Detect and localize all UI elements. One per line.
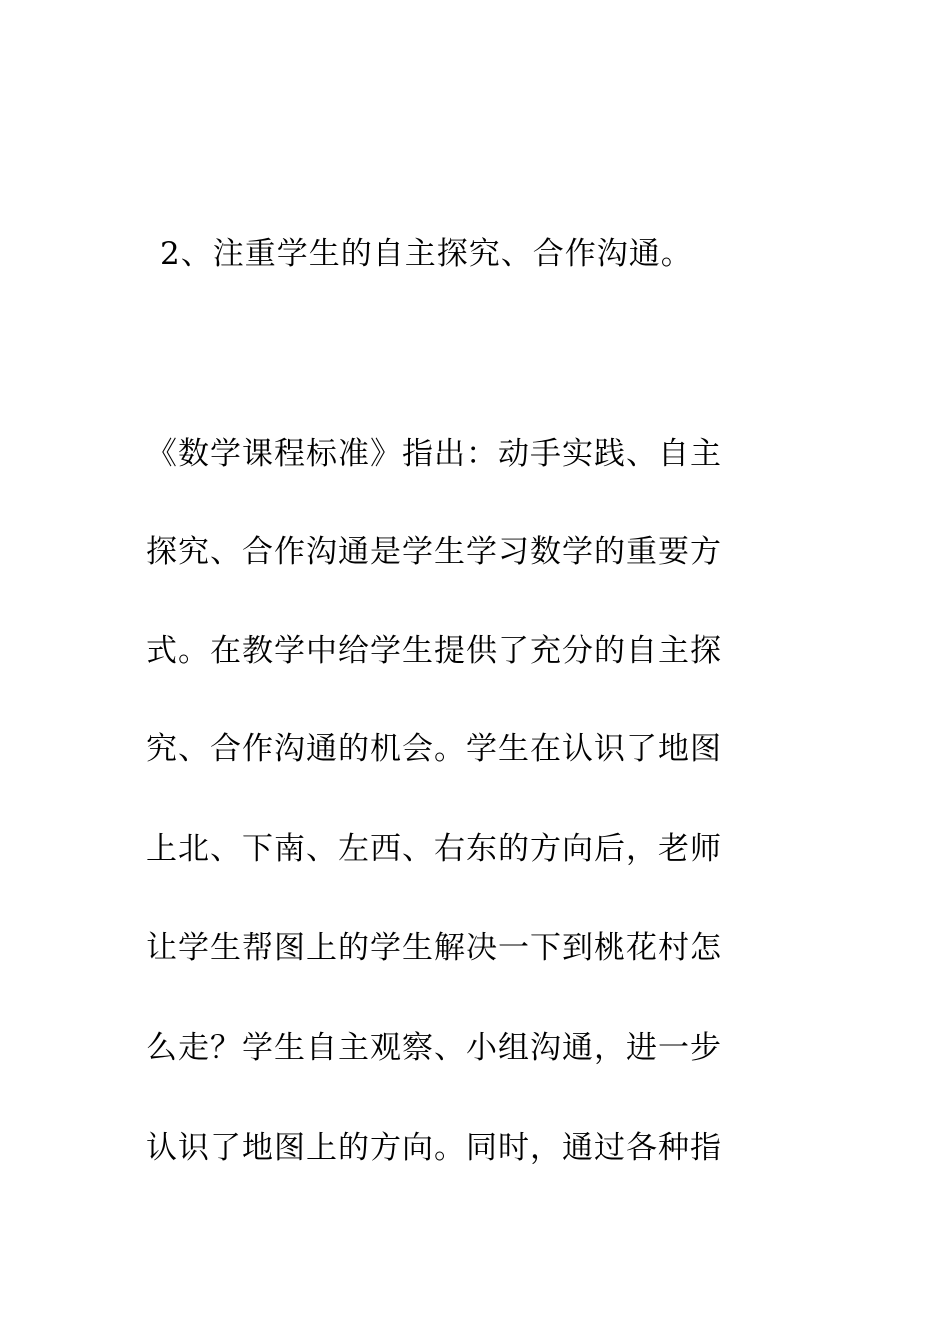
paragraph-line: 么走？学生自主观察、小组沟通，进一步 bbox=[146, 1030, 722, 1066]
paragraph-line: 让学生帮图上的学生解决一下到桃花村怎 bbox=[146, 930, 722, 966]
paragraph-line: 究、合作沟通的机会。学生在认识了地图 bbox=[146, 731, 722, 767]
section-heading: 2、注重学生的自主探究、合作沟通。 bbox=[160, 236, 693, 272]
paragraph-line: 探究、合作沟通是学生学习数学的重要方 bbox=[146, 534, 722, 570]
paragraph-line: 式。在教学中给学生提供了充分的自主探 bbox=[146, 633, 722, 669]
paragraph-line: 上北、下南、左西、右东的方向后，老师 bbox=[146, 831, 722, 867]
paragraph-line: 认识了地图上的方向。同时，通过各种指 bbox=[146, 1130, 722, 1166]
paragraph-line: 《数学课程标准》指出：动手实践、自主 bbox=[146, 436, 722, 472]
